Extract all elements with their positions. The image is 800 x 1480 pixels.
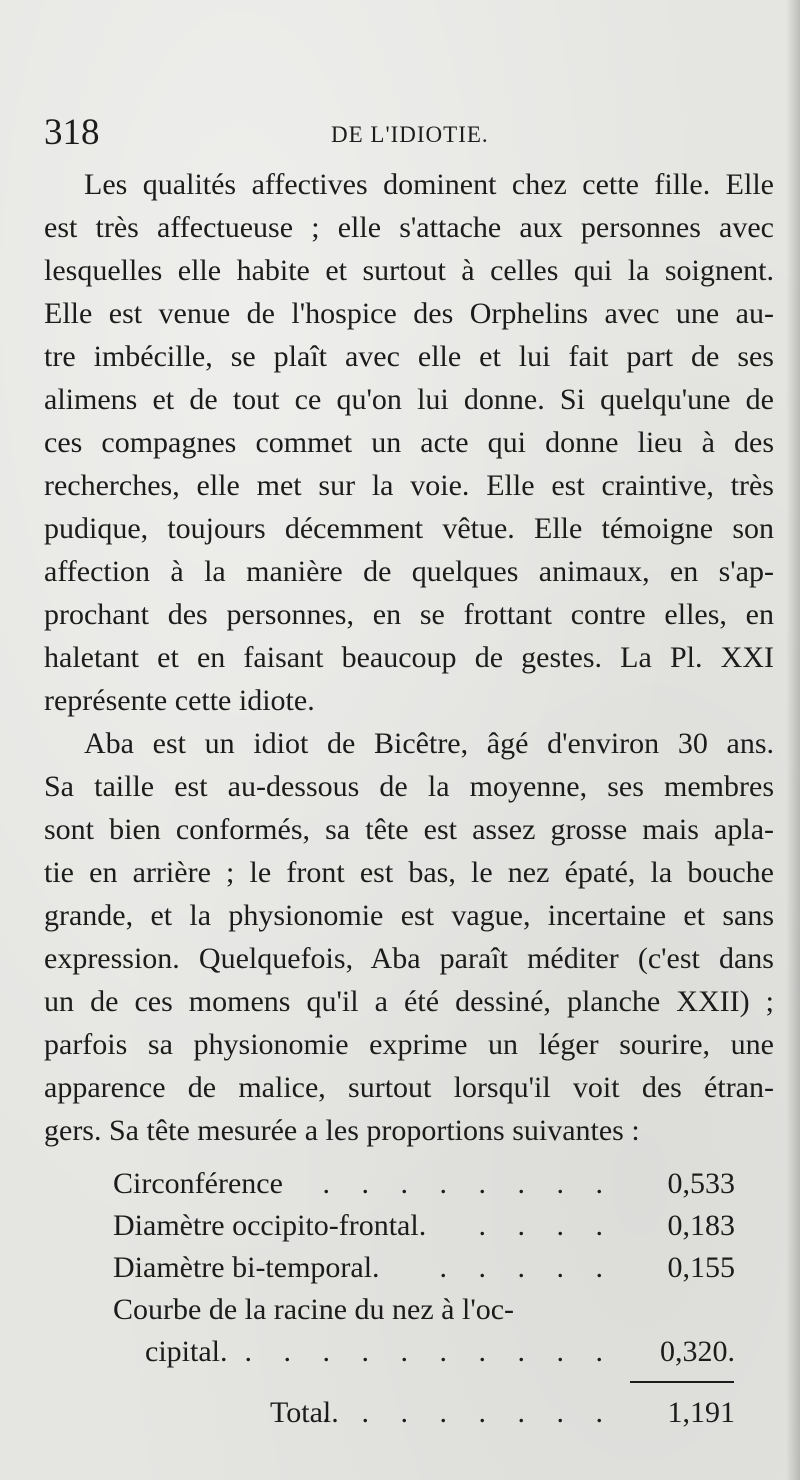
- text-line: Elle est venue de l'hospice des Orphelins avec une au-: [44, 297, 774, 330]
- text-line: lesquelles elle habite et surtout à celles qui la soignent.: [44, 254, 774, 287]
- total-rule: [630, 1381, 734, 1383]
- leader-dots: . . . . . . . .: [322, 1167, 615, 1200]
- text-line: parfois sa physionomie exprime un léger sourire, une: [44, 1028, 774, 1061]
- text-line: grande, et la physionomie est vague, incertaine et sans: [44, 899, 774, 932]
- text-line: haletant et en faisant beaucoup de gestes. La Pl. XXI: [44, 641, 774, 674]
- measurement-value: 0,183: [667, 1209, 735, 1242]
- text-line: un de ces momens qu'il a été dessiné, planche XXII) ;: [44, 985, 774, 1018]
- measurement-label: Diamètre occipito-frontal.: [113, 1209, 427, 1242]
- body-text: [44, 163, 774, 1152]
- text-line: Aba est un idiot de Bicêtre, âgé d'environ 30 ans.: [84, 727, 774, 760]
- measurement-row: [105, 1205, 735, 1247]
- text-line: prochant des personnes, en se frottant contre elles, en: [44, 598, 774, 631]
- text-line: tre imbécille, se plaît avec elle et lui fait part de ses: [44, 340, 774, 373]
- measurement-label: Circonférence: [113, 1167, 283, 1200]
- page-header: [44, 108, 744, 158]
- leader-dots: . . . .: [478, 1209, 615, 1242]
- text-line: Sa taille est au-dessous de la moyenne, ses membres: [44, 770, 774, 803]
- total-label: Total.: [270, 1396, 339, 1429]
- text-line: représente cette idiote.: [44, 684, 315, 717]
- measurement-value: 0,533: [667, 1167, 735, 1200]
- measurement-table: [105, 1163, 735, 1373]
- text-line: gers. Sa tête mesurée a les proportions suivantes :: [44, 1114, 640, 1147]
- text-line: recherches, elle met sur la voie. Elle est craintive, très: [44, 469, 774, 502]
- leader-dots: . . . . . . . .: [322, 1396, 615, 1429]
- measurement-row: [105, 1247, 735, 1289]
- text-line: alimens et de tout ce qu'on lui donne. Si quelqu'une de: [44, 383, 774, 416]
- measurement-label: cipital.: [145, 1335, 228, 1368]
- text-line: tie en arrière ; le front est bas, le nez épaté, la bouche: [44, 856, 774, 889]
- text-line: apparence de malice, surtout lorsqu'il voit des étran-: [44, 1071, 774, 1104]
- page-edge-shadow: [786, 0, 800, 1480]
- text-line: pudique, toujours décemment vêtue. Elle témoigne son: [44, 512, 774, 545]
- text-line: est très affectueuse ; elle s'attache aux personnes avec: [44, 211, 774, 244]
- measurement-label: Courbe de la racine du nez à l'oc-: [113, 1293, 515, 1326]
- text-line: Les qualités affectives dominent chez cette fille. Elle: [84, 168, 774, 201]
- paragraph: [44, 722, 774, 1152]
- leader-dots: . . . . . . . . . .: [244, 1335, 615, 1368]
- paragraph: [44, 163, 774, 722]
- leader-dots: . . . . .: [439, 1251, 615, 1284]
- text-line: expression. Quelquefois, Aba paraît méditer (c'est dans: [44, 942, 774, 975]
- measurement-row: [105, 1163, 735, 1205]
- total-value: 1,191: [667, 1396, 735, 1429]
- measurement-label: Diamètre bi-temporal.: [113, 1251, 380, 1284]
- text-line: sont bien conformés, sa tête est assez grosse mais apla-: [44, 813, 774, 846]
- measurement-value: 0,320.: [660, 1335, 735, 1368]
- total-row: [105, 1392, 735, 1434]
- measurement-row: [105, 1331, 735, 1373]
- text-line: affection à la manière de quelques animaux, en s'ap-: [44, 555, 774, 588]
- text-line: ces compagnes commet un acte qui donne lieu à des: [44, 426, 774, 459]
- measurement-value: 0,155: [667, 1251, 735, 1284]
- running-head: DE L'IDIOTIE.: [331, 122, 489, 147]
- measurement-row: [105, 1289, 735, 1331]
- page-number: 318: [44, 112, 100, 153]
